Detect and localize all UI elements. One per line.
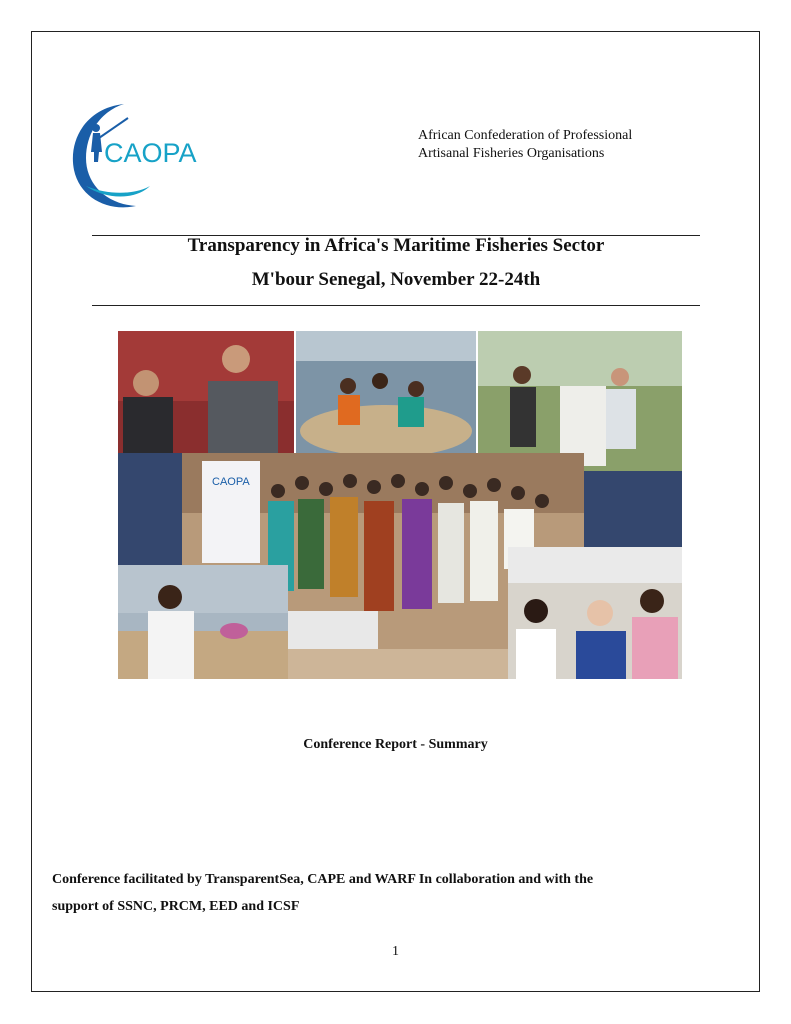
- logo-text: CAOPA: [104, 138, 197, 168]
- organization-name: [418, 127, 632, 163]
- blue-panel-right: [584, 471, 682, 547]
- title-line-1: Transparency in Africa's Maritime Fisheries Sector: [187, 235, 605, 256]
- organization-line-1: African Confederation of Professional: [418, 128, 633, 143]
- blue-panel-left: [118, 453, 182, 565]
- facilitation-note: [52, 866, 692, 920]
- title-line-2: M'bour Senegal, November 22-24th: [251, 269, 541, 290]
- organization-line-2: Artisanal Fisheries Organisations: [418, 146, 605, 161]
- facilitation-line-1: Conference facilitated by TransparentSea, CAPE and WARF In collaboration and with the: [52, 872, 594, 887]
- photo-collage-icon: [118, 331, 682, 679]
- caopa-logo-icon: [66, 100, 216, 212]
- facilitation-line-2: support of SSNC, PRCM, EED and ICSF: [52, 899, 300, 914]
- svg-text:CAOPA: CAOPA: [212, 476, 250, 488]
- title-bottom-rule: [92, 305, 700, 306]
- page-number: 1: [392, 944, 399, 959]
- report-label: Conference Report - Summary: [303, 737, 488, 752]
- photo-collage: [118, 331, 682, 679]
- caopa-logo: [66, 100, 216, 212]
